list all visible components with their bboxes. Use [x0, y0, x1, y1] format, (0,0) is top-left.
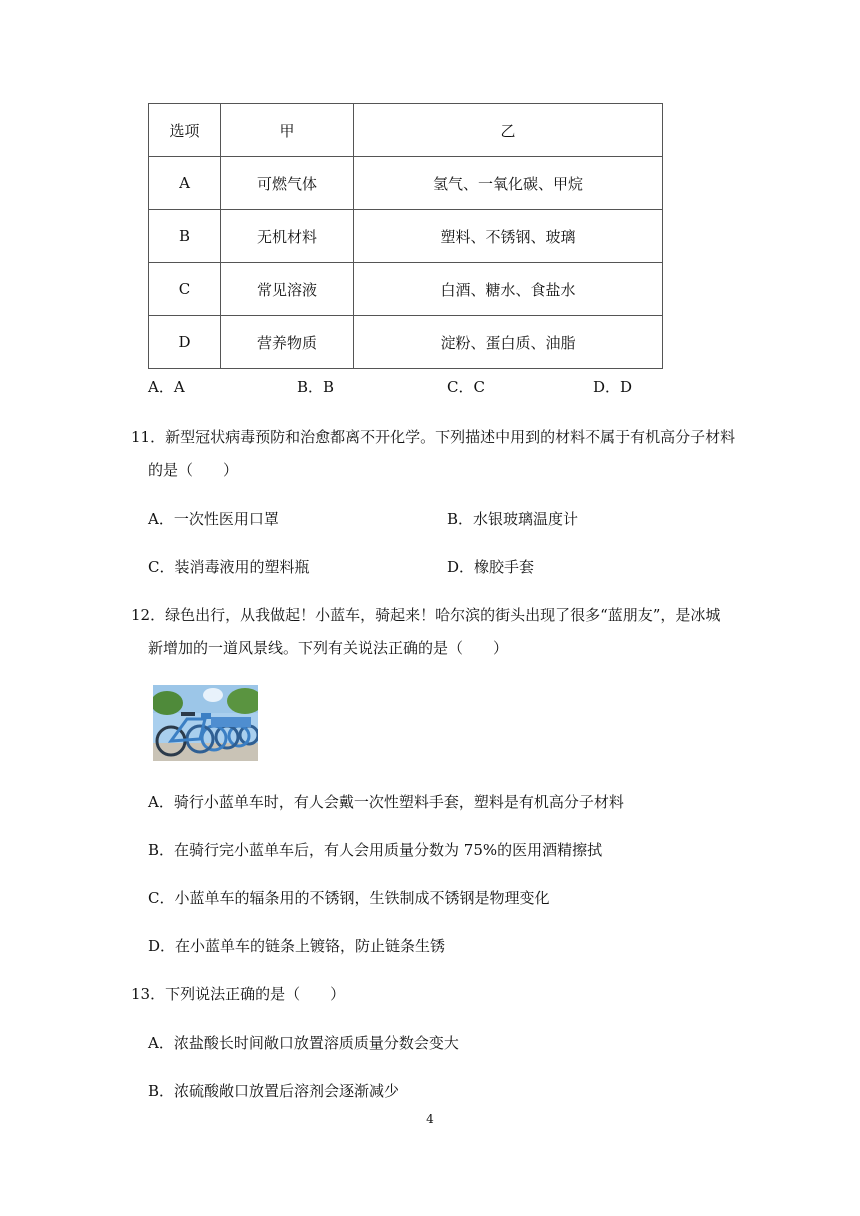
q10-option-d[interactable]: D．D — [593, 378, 633, 396]
table-cell: 营养物质 — [221, 316, 354, 369]
table-cell: 塑料、不锈钢、玻璃 — [354, 210, 663, 263]
q10-option-b[interactable]: B．B — [297, 378, 335, 396]
q12-option-c[interactable]: C．小蓝单车的辐条用的不锈钢，生铁制成不锈钢是物理变化 — [148, 889, 550, 907]
table-cell: D — [149, 316, 221, 369]
table-header-cell: 乙 — [354, 104, 663, 157]
table-header-cell: 选项 — [149, 104, 221, 157]
q12-option-b[interactable]: B．在骑行完小蓝单车后，有人会用质量分数为 75%的医用酒精擦拭 — [148, 841, 603, 859]
q12-stem-line2: 新增加的一道风景线。下列有关说法正确的是（ ） — [148, 639, 509, 657]
table-header-row — [149, 104, 663, 157]
table-row — [149, 210, 663, 263]
q13-stem: 13．下列说法正确的是（ ） — [131, 985, 346, 1003]
q11-stem-line1: 11．新型冠状病毒预防和治愈都离不开化学。下列描述中用到的材料不属于有机高分子材料 — [131, 428, 736, 446]
q11-option-c[interactable]: C．装消毒液用的塑料瓶 — [148, 558, 310, 576]
table-row — [149, 316, 663, 369]
q10-option-a[interactable]: A．A — [148, 378, 185, 396]
table-cell: C — [149, 263, 221, 316]
q11-option-b[interactable]: B．水银玻璃温度计 — [447, 510, 579, 528]
q12-option-a[interactable]: A．骑行小蓝单车时，有人会戴一次性塑料手套，塑料是有机高分子材料 — [148, 793, 624, 811]
table-cell: 淀粉、蛋白质、油脂 — [354, 316, 663, 369]
table-cell: A — [149, 157, 221, 210]
q13-option-b[interactable]: B．浓硫酸敞口放置后溶剂会逐渐减少 — [148, 1082, 400, 1100]
q13-option-a[interactable]: A．浓盐酸长时间敞口放置溶质质量分数会变大 — [148, 1034, 459, 1052]
q12-stem-line1: 12．绿色出行，从我做起！小蓝车，骑起来！哈尔滨的街头出现了很多“蓝朋友”，是冰城 — [131, 606, 721, 624]
q11-stem-line2: 的是（ ） — [148, 461, 239, 479]
q11-option-a[interactable]: A．一次性医用口罩 — [148, 510, 279, 528]
q12-option-d[interactable]: D．在小蓝单车的链条上镀铬，防止链条生锈 — [148, 937, 446, 955]
table-cell: 氢气、一氧化碳、甲烷 — [354, 157, 663, 210]
table-cell: 白酒、糖水、食盐水 — [354, 263, 663, 316]
q11-option-d[interactable]: D．橡胶手套 — [447, 558, 535, 576]
options-table — [148, 103, 663, 369]
table-row — [149, 263, 663, 316]
table-row — [149, 157, 663, 210]
table-cell: 无机材料 — [221, 210, 354, 263]
shared-bikes-image — [153, 685, 258, 761]
table-cell: B — [149, 210, 221, 263]
q10-option-c[interactable]: C．C — [447, 378, 485, 396]
table-header-cell: 甲 — [221, 104, 354, 157]
table-cell: 常见溶液 — [221, 263, 354, 316]
page-number: 4 — [426, 1112, 434, 1126]
table-cell: 可燃气体 — [221, 157, 354, 210]
